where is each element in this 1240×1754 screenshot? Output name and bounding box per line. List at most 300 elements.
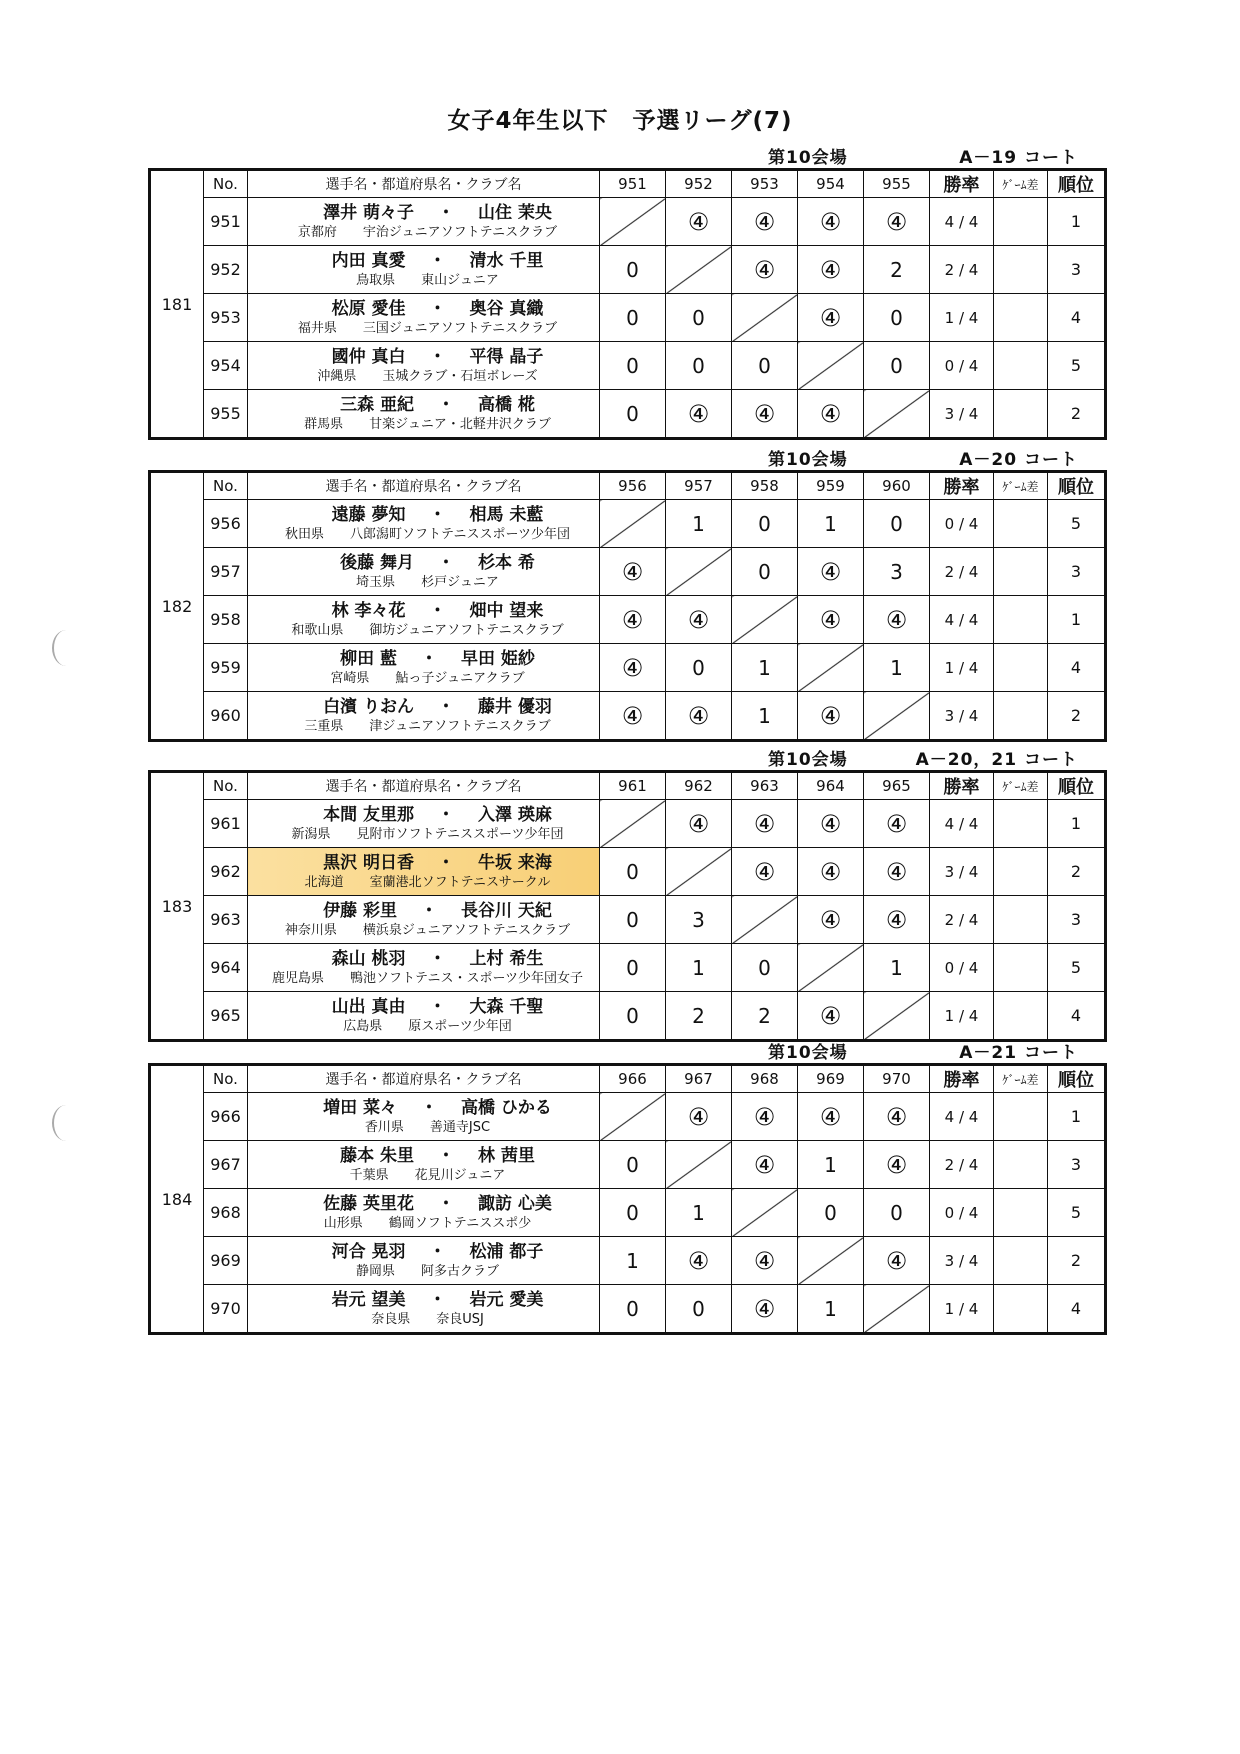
- header-rate: 勝率: [930, 772, 994, 800]
- affiliation: [248, 224, 599, 242]
- match-score: 1: [666, 1189, 732, 1237]
- entry-number: 955: [204, 390, 248, 439]
- match-score: ④: [732, 390, 798, 439]
- win-rate: 1 / 4: [930, 644, 994, 692]
- match-score: 1: [864, 644, 930, 692]
- self-match-cell: [600, 800, 666, 848]
- player-cell: [248, 342, 600, 390]
- player-1-name: 黒沢 明日香: [323, 852, 414, 873]
- player-row: [150, 1285, 1106, 1334]
- match-score: 0: [732, 548, 798, 596]
- game-diff: [994, 246, 1048, 294]
- player-cell: [248, 1285, 600, 1334]
- player-2-name: 松浦 都子: [469, 1241, 544, 1262]
- rank: 4: [1048, 1285, 1106, 1334]
- group-number: 182: [150, 472, 204, 741]
- match-score: ④: [666, 1093, 732, 1141]
- prefecture: 和歌山県: [291, 622, 344, 638]
- venue-label: 第10会場: [768, 450, 848, 470]
- player-row: [150, 198, 1106, 246]
- game-diff: [994, 342, 1048, 390]
- pair-names: [248, 1193, 599, 1215]
- win-rate: 2 / 4: [930, 246, 994, 294]
- pair-names: [248, 394, 599, 416]
- match-score: ④: [732, 848, 798, 896]
- match-score: ④: [798, 596, 864, 644]
- game-diff: [994, 1093, 1048, 1141]
- header-diff: ｹﾞｰﾑ差: [994, 1065, 1048, 1093]
- match-score: ④: [864, 1093, 930, 1141]
- prefecture: 広島県: [343, 1018, 383, 1034]
- prefecture: 鹿児島県: [272, 970, 325, 986]
- header-name: 選手名・都道府県名・クラブ名: [248, 170, 600, 198]
- pair-names: [248, 298, 599, 320]
- prefecture: 埼玉県: [356, 574, 396, 590]
- player-row: [150, 944, 1106, 992]
- affiliation: [248, 1215, 599, 1233]
- rank: 4: [1048, 644, 1106, 692]
- court-label: [768, 745, 1078, 770]
- match-score: 2: [732, 992, 798, 1041]
- league-table: [148, 470, 1107, 742]
- header-opponent: 961: [600, 772, 666, 800]
- league-group-182: [148, 450, 1104, 742]
- header-opponent: 955: [864, 170, 930, 198]
- player-cell: [248, 596, 600, 644]
- player-cell: [248, 896, 600, 944]
- win-rate: 0 / 4: [930, 500, 994, 548]
- match-score: 0: [600, 294, 666, 342]
- entry-number: 962: [204, 848, 248, 896]
- header-rate: 勝率: [930, 1065, 994, 1093]
- player-row: [150, 246, 1106, 294]
- affiliation: [248, 670, 599, 688]
- match-score: ④: [666, 800, 732, 848]
- header-opponent: 964: [798, 772, 864, 800]
- rank: 5: [1048, 500, 1106, 548]
- match-score: ④: [666, 390, 732, 439]
- win-rate: 0 / 4: [930, 342, 994, 390]
- match-score: 0: [864, 500, 930, 548]
- match-score: ④: [798, 390, 864, 439]
- entry-number: 953: [204, 294, 248, 342]
- match-score: 0: [732, 500, 798, 548]
- header-opponent: 966: [600, 1065, 666, 1093]
- prefecture: 山形県: [323, 1215, 363, 1231]
- header-row: [150, 170, 1106, 198]
- header-opponent: 959: [798, 472, 864, 500]
- header-opponent: 954: [798, 170, 864, 198]
- player-1-name: 澤井 萌々子: [323, 202, 414, 223]
- punch-hole-mark: [52, 1105, 80, 1141]
- match-score: 0: [864, 342, 930, 390]
- rank: 3: [1048, 246, 1106, 294]
- player-1-name: 柳田 藍: [340, 648, 397, 669]
- header-rate: 勝率: [930, 472, 994, 500]
- match-score: ④: [798, 294, 864, 342]
- player-1-name: 河合 晃羽: [331, 1241, 406, 1262]
- header-opponent: 953: [732, 170, 798, 198]
- pair-names: [248, 948, 599, 970]
- club-name: 御坊ジュニアソフトテニスクラブ: [369, 622, 564, 638]
- entry-number: 961: [204, 800, 248, 848]
- rank: 4: [1048, 992, 1106, 1041]
- rank: 3: [1048, 896, 1106, 944]
- player-1-name: 國仲 真白: [331, 346, 406, 367]
- player-2-name: 早田 姫紗: [461, 648, 535, 669]
- header-opponent: 962: [666, 772, 732, 800]
- player-cell: [248, 944, 600, 992]
- player-row: [150, 1237, 1106, 1285]
- pair-names: [248, 346, 599, 368]
- affiliation: [248, 526, 599, 544]
- match-score: ④: [666, 596, 732, 644]
- club-name: 善通寺JSC: [429, 1119, 491, 1135]
- player-cell: [248, 992, 600, 1041]
- self-match-cell: [798, 644, 864, 692]
- league-group-181: [148, 148, 1104, 440]
- court-name: A－19 コート: [959, 148, 1078, 168]
- club-name: 原スポーツ少年団: [408, 1018, 512, 1034]
- prefecture: 秋田県: [285, 526, 325, 542]
- match-score: 0: [600, 390, 666, 439]
- self-match-cell: [864, 692, 930, 741]
- self-match-cell: [864, 390, 930, 439]
- match-score: ④: [666, 692, 732, 741]
- self-match-cell: [666, 246, 732, 294]
- club-name: 津ジュニアソフトテニスクラブ: [369, 718, 551, 734]
- affiliation: [248, 574, 599, 592]
- rank: 5: [1048, 944, 1106, 992]
- win-rate: 2 / 4: [930, 896, 994, 944]
- pair-names: [248, 250, 599, 272]
- player-2-name: 杉本 希: [478, 552, 535, 573]
- club-name: 鶴岡ソフトテニススポ少: [388, 1215, 532, 1231]
- header-diff: ｹﾞｰﾑ差: [994, 170, 1048, 198]
- player-2-name: 平得 晶子: [469, 346, 544, 367]
- club-name: 見附市ソフトテニススポーツ少年団: [356, 826, 564, 842]
- club-name: 杉戸ジュニア: [421, 574, 499, 590]
- player-1-name: 増田 菜々: [323, 1097, 397, 1118]
- affiliation: [248, 874, 599, 892]
- self-match-cell: [864, 1285, 930, 1334]
- pair-names: [248, 696, 599, 718]
- pair-names: [248, 1097, 599, 1119]
- player-cell: [248, 692, 600, 741]
- player-cell: [248, 500, 600, 548]
- match-score: 0: [732, 342, 798, 390]
- game-diff: [994, 644, 1048, 692]
- rank: 5: [1048, 342, 1106, 390]
- win-rate: 2 / 4: [930, 548, 994, 596]
- name-separator: ・: [429, 298, 446, 319]
- player-row: [150, 596, 1106, 644]
- club-name: 玉城クラブ・石垣ボレーズ: [382, 368, 538, 384]
- header-name: 選手名・都道府県名・クラブ名: [248, 472, 600, 500]
- player-cell: [248, 390, 600, 439]
- game-diff: [994, 1285, 1048, 1334]
- pair-names: [248, 1145, 599, 1167]
- player-2-name: 諏訪 心美: [478, 1193, 552, 1214]
- club-name: 東山ジュニア: [421, 272, 499, 288]
- player-2-name: 山住 茉央: [478, 202, 552, 223]
- player-1-name: 白濱 りおん: [323, 696, 414, 717]
- club-name: 鮎っ子ジュニアクラブ: [395, 670, 525, 686]
- court-label: [768, 143, 1078, 168]
- header-diff: ｹﾞｰﾑ差: [994, 772, 1048, 800]
- player-1-name: 佐藤 英里花: [323, 1193, 414, 1214]
- match-score: 0: [864, 294, 930, 342]
- court-name: A－21 コート: [959, 1043, 1078, 1063]
- match-score: 0: [864, 1189, 930, 1237]
- match-score: 0: [732, 944, 798, 992]
- player-cell: [248, 548, 600, 596]
- match-score: ④: [732, 198, 798, 246]
- game-diff: [994, 992, 1048, 1041]
- venue-label: 第10会場: [768, 1043, 848, 1063]
- player-2-name: 高橋 椛: [478, 394, 535, 415]
- player-row: [150, 1189, 1106, 1237]
- win-rate: 0 / 4: [930, 944, 994, 992]
- pair-names: [248, 1241, 599, 1263]
- win-rate: 1 / 4: [930, 294, 994, 342]
- header-rank: 順位: [1048, 472, 1106, 500]
- name-separator: ・: [429, 1241, 446, 1262]
- pair-names: [248, 804, 599, 826]
- player-row: [150, 342, 1106, 390]
- venue-label: 第10会場: [768, 750, 848, 770]
- entry-number: 967: [204, 1141, 248, 1189]
- header-opponent: 956: [600, 472, 666, 500]
- win-rate: 2 / 4: [930, 1141, 994, 1189]
- header-row: [150, 772, 1106, 800]
- match-score: ④: [798, 800, 864, 848]
- club-name: 宇治ジュニアソフトテニスクラブ: [362, 224, 558, 240]
- match-score: ④: [798, 246, 864, 294]
- win-rate: 3 / 4: [930, 692, 994, 741]
- match-score: ④: [864, 896, 930, 944]
- player-2-name: 大森 千聖: [469, 996, 544, 1017]
- match-score: 1: [666, 500, 732, 548]
- win-rate: 4 / 4: [930, 198, 994, 246]
- name-separator: ・: [437, 1145, 455, 1166]
- court-name: A－20，21 コート: [915, 750, 1078, 770]
- player-row: [150, 848, 1106, 896]
- player-cell: [248, 848, 600, 896]
- entry-number: 970: [204, 1285, 248, 1334]
- game-diff: [994, 1189, 1048, 1237]
- win-rate: 1 / 4: [930, 1285, 994, 1334]
- prefecture: 北海道: [304, 874, 344, 890]
- entry-number: 960: [204, 692, 248, 741]
- header-opponent: 952: [666, 170, 732, 198]
- name-separator: ・: [429, 504, 446, 525]
- match-score: ④: [798, 548, 864, 596]
- prefecture: 香川県: [364, 1119, 404, 1135]
- game-diff: [994, 692, 1048, 741]
- player-1-name: 本間 友里那: [323, 804, 414, 825]
- entry-number: 966: [204, 1093, 248, 1141]
- header-opponent: 960: [864, 472, 930, 500]
- league-table: [148, 168, 1107, 440]
- match-score: ④: [864, 800, 930, 848]
- match-score: 0: [600, 944, 666, 992]
- affiliation: [248, 1018, 599, 1036]
- affiliation: [248, 1311, 599, 1329]
- group-number: 181: [150, 170, 204, 439]
- league-table: [148, 1063, 1107, 1335]
- prefecture: 千葉県: [349, 1167, 389, 1183]
- entry-number: 964: [204, 944, 248, 992]
- player-cell: [248, 800, 600, 848]
- self-match-cell: [798, 944, 864, 992]
- venue-label: 第10会場: [768, 148, 848, 168]
- win-rate: 3 / 4: [930, 390, 994, 439]
- affiliation: [248, 1263, 599, 1281]
- match-score: 3: [864, 548, 930, 596]
- win-rate: 4 / 4: [930, 596, 994, 644]
- pair-names: [248, 202, 599, 224]
- game-diff: [994, 596, 1048, 644]
- league-group-183: [148, 750, 1104, 1042]
- prefecture: 鳥取県: [356, 272, 396, 288]
- name-separator: ・: [429, 1289, 446, 1310]
- player-2-name: 長谷川 天紀: [461, 900, 552, 921]
- header-opponent: 970: [864, 1065, 930, 1093]
- affiliation: [248, 826, 599, 844]
- prefecture: 福井県: [297, 320, 337, 336]
- player-row: [150, 800, 1106, 848]
- match-score: 1: [600, 1237, 666, 1285]
- affiliation: [248, 622, 599, 640]
- self-match-cell: [600, 198, 666, 246]
- self-match-cell: [798, 1237, 864, 1285]
- club-name: 花見川ジュニア: [414, 1167, 506, 1183]
- name-separator: ・: [437, 696, 455, 717]
- match-score: ④: [798, 198, 864, 246]
- self-match-cell: [600, 1093, 666, 1141]
- match-score: 0: [798, 1189, 864, 1237]
- header-name: 選手名・都道府県名・クラブ名: [248, 1065, 600, 1093]
- prefecture: 三重県: [304, 718, 344, 734]
- player-row: [150, 390, 1106, 439]
- entry-number: 958: [204, 596, 248, 644]
- affiliation: [248, 272, 599, 290]
- player-cell: [248, 294, 600, 342]
- header-opponent: 968: [732, 1065, 798, 1093]
- match-score: ④: [864, 198, 930, 246]
- header-opponent: 969: [798, 1065, 864, 1093]
- match-score: ④: [600, 644, 666, 692]
- game-diff: [994, 800, 1048, 848]
- entry-number: 957: [204, 548, 248, 596]
- name-separator: ・: [437, 804, 455, 825]
- affiliation: [248, 368, 599, 386]
- name-separator: ・: [429, 948, 446, 969]
- entry-number: 951: [204, 198, 248, 246]
- player-2-name: 奥谷 真織: [469, 298, 544, 319]
- affiliation: [248, 922, 599, 940]
- match-score: 1: [732, 644, 798, 692]
- match-score: 0: [666, 342, 732, 390]
- prefecture: 沖縄県: [317, 368, 357, 384]
- rank: 1: [1048, 198, 1106, 246]
- group-number: 183: [150, 772, 204, 1041]
- court-name: A－20 コート: [959, 450, 1078, 470]
- header-opponent: 965: [864, 772, 930, 800]
- match-score: ④: [798, 848, 864, 896]
- rank: 2: [1048, 390, 1106, 439]
- player-row: [150, 1141, 1106, 1189]
- self-match-cell: [666, 848, 732, 896]
- header-opponent: 958: [732, 472, 798, 500]
- player-row: [150, 500, 1106, 548]
- header-rate: 勝率: [930, 170, 994, 198]
- match-score: 2: [864, 246, 930, 294]
- self-match-cell: [732, 896, 798, 944]
- player-1-name: 伊藤 彩里: [323, 900, 397, 921]
- match-score: ④: [864, 1141, 930, 1189]
- rank: 1: [1048, 1093, 1106, 1141]
- rank: 2: [1048, 1237, 1106, 1285]
- match-score: 1: [666, 944, 732, 992]
- pair-names: [248, 852, 599, 874]
- match-score: 1: [798, 500, 864, 548]
- game-diff: [994, 1237, 1048, 1285]
- player-cell: [248, 1093, 600, 1141]
- game-diff: [994, 848, 1048, 896]
- entry-number: 954: [204, 342, 248, 390]
- club-name: 甘楽ジュニア・北軽井沢クラブ: [369, 416, 551, 432]
- player-1-name: 内田 真愛: [331, 250, 406, 271]
- match-score: ④: [798, 692, 864, 741]
- header-no: No.: [204, 472, 248, 500]
- player-row: [150, 992, 1106, 1041]
- header-row: [150, 1065, 1106, 1093]
- header-opponent: 967: [666, 1065, 732, 1093]
- match-score: 0: [600, 848, 666, 896]
- match-score: ④: [732, 1093, 798, 1141]
- header-name: 選手名・都道府県名・クラブ名: [248, 772, 600, 800]
- game-diff: [994, 294, 1048, 342]
- match-score: 0: [600, 1285, 666, 1334]
- group-number: 184: [150, 1065, 204, 1334]
- self-match-cell: [666, 548, 732, 596]
- match-score: 0: [600, 1141, 666, 1189]
- match-score: 3: [666, 896, 732, 944]
- match-score: 1: [798, 1141, 864, 1189]
- header-rank: 順位: [1048, 170, 1106, 198]
- pair-names: [248, 900, 599, 922]
- prefecture: 新潟県: [291, 826, 331, 842]
- pair-names: [248, 996, 599, 1018]
- name-separator: ・: [437, 552, 455, 573]
- player-2-name: 高橋 ひかる: [461, 1097, 552, 1118]
- win-rate: 4 / 4: [930, 800, 994, 848]
- page-title: 女子4年生以下 予選リーグ(7): [447, 108, 793, 134]
- match-score: 0: [666, 1285, 732, 1334]
- club-name: 鴨池ソフトテニス・スポーツ少年団女子: [350, 970, 583, 986]
- player-row: [150, 644, 1106, 692]
- club-name: 奈良USJ: [436, 1311, 484, 1327]
- player-cell: [248, 644, 600, 692]
- entry-number: 959: [204, 644, 248, 692]
- self-match-cell: [798, 342, 864, 390]
- player-2-name: 林 茜里: [478, 1145, 535, 1166]
- header-no: No.: [204, 772, 248, 800]
- game-diff: [994, 944, 1048, 992]
- player-cell: [248, 246, 600, 294]
